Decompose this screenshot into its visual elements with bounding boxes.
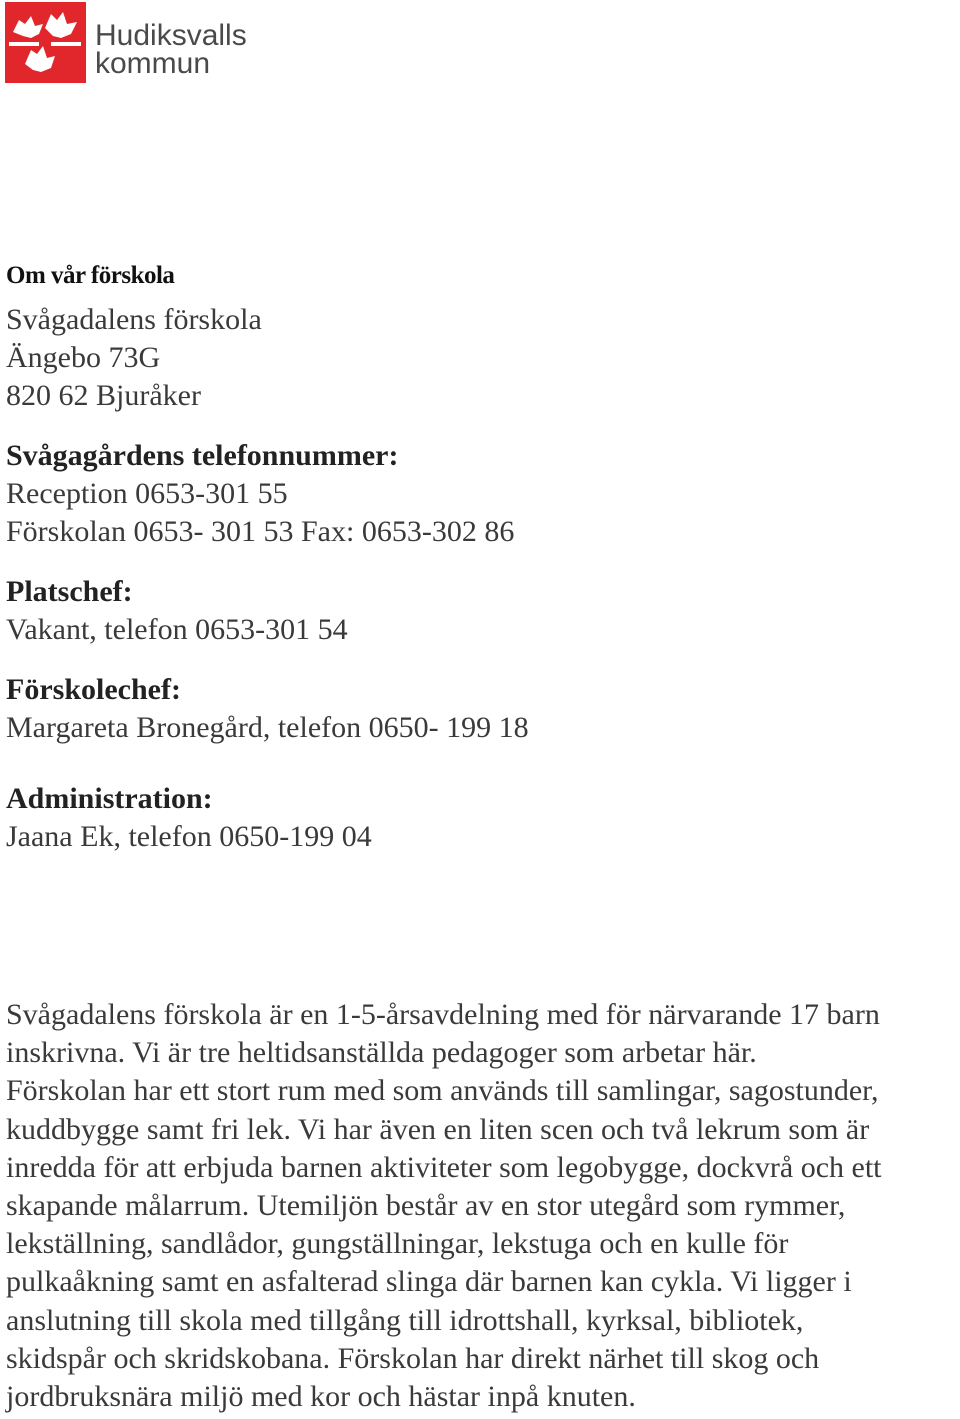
description-line: inskrivna. Vi är tre heltidsanställda pedagoger som arbetar här. (6, 1036, 757, 1070)
phone-reception: Reception 0653-301 55 (6, 477, 288, 510)
address-line-3: 820 62 Bjuråker (6, 379, 201, 412)
goat-heads-emblem-icon (5, 2, 86, 83)
address-line-1: Svågadalens förskola (6, 303, 262, 336)
phone-preschool: Förskolan 0653- 301 53 Fax: 0653-302 86 (6, 515, 515, 548)
manager-value: Vakant, telefon 0653-301 54 (6, 613, 348, 646)
description-line: skapande målarrum. Utemiljön består av en stor utegård som rymmer, (6, 1189, 846, 1223)
address-line-2: Ängebo 73G (6, 341, 161, 374)
section-title: Om vår förskola (6, 262, 175, 289)
logo-line-1: Hudiksvalls (95, 19, 247, 52)
manager-label: Platschef: (6, 575, 133, 608)
description-line: Förskolan har ett stort rum med som används till samlingar, sagostunder, (6, 1074, 879, 1108)
description-line: inredda för att erbjuda barnen aktiviteter som legobygge, dockvrå och ett (6, 1150, 882, 1184)
logo-line-2: kommun (95, 47, 211, 80)
head-value: Margareta Bronegård, telefon 0650- 199 18 (6, 711, 529, 744)
admin-value: Jaana Ek, telefon 0650-199 04 (6, 820, 372, 853)
logo-wordmark (95, 19, 247, 80)
head-label: Förskolechef: (6, 673, 181, 706)
description-line: pulkaåkning samt en asfalterad slinga där barnen kan cykla. Vi ligger i (6, 1265, 852, 1299)
description-paragraph (6, 996, 960, 1416)
hudiksvall-logo (5, 2, 265, 84)
description-line: Svågadalens förskola är en 1-5-årsavdelning med för närvarande 17 barn (6, 998, 880, 1031)
description-line: jordbruksnära miljö med kor och hästar inpå knuten. (6, 1380, 636, 1414)
description-line: lekställning, sandlådor, gungställningar, lekstuga och en kulle för (6, 1227, 789, 1261)
description-line: skidspår och skridskobana. Förskolan har direkt närhet till skog och (6, 1341, 820, 1375)
description-line: anslutning till skola med tillgång till idrottshall, kyrksal, bibliotek, (6, 1303, 804, 1337)
description-line: kuddbygge samt fri lek. Vi har även en liten scen och två lekrum som är (6, 1112, 870, 1146)
phone-label: Svågagårdens telefonnummer: (6, 439, 399, 472)
admin-label: Administration: (6, 782, 213, 815)
